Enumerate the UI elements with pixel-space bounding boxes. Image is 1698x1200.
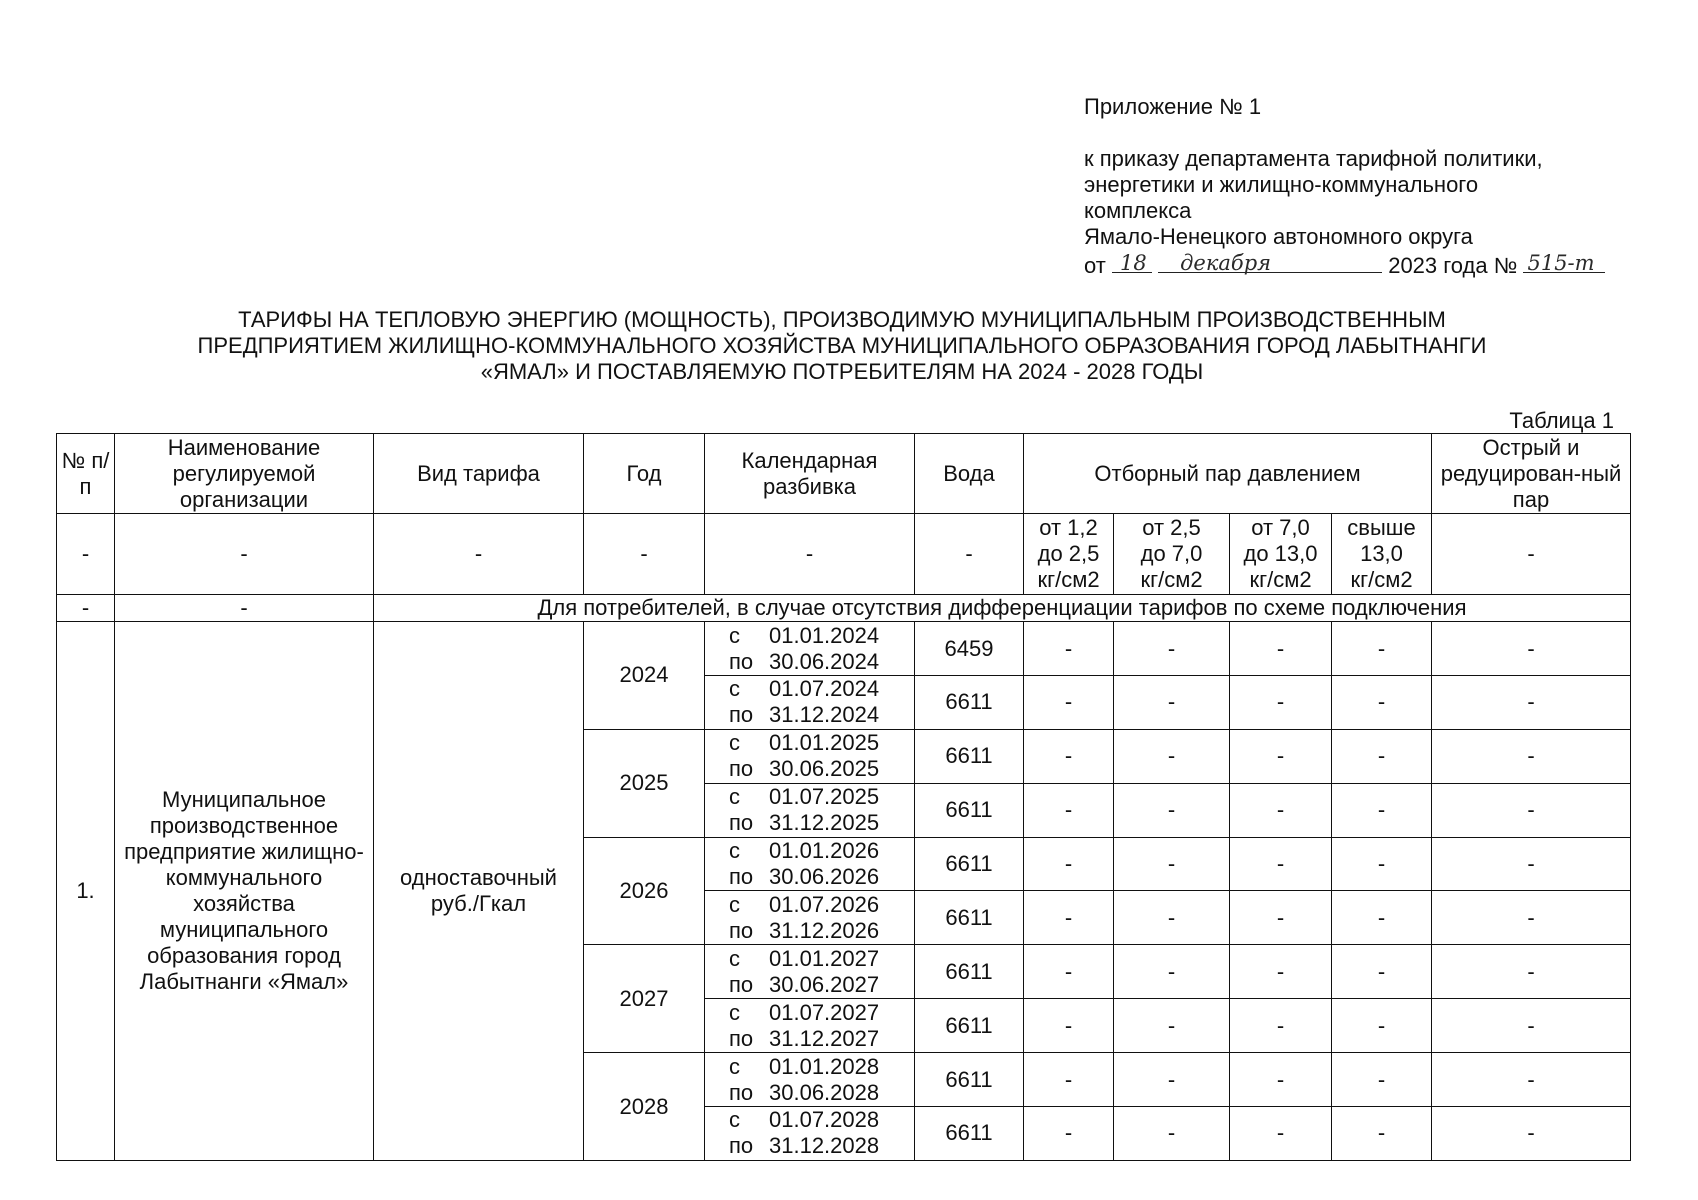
year-cell: 2025 (584, 729, 705, 837)
water-tariff: 6611 (915, 1053, 1024, 1107)
date-to: 31.12.2025 (769, 810, 880, 836)
appendix-line: энергетики и жилищно-коммунального (1084, 172, 1479, 197)
dash-cell: - (1332, 622, 1432, 676)
calendar-period (705, 999, 915, 1053)
header-org: Наименование регулируемой организации (115, 434, 374, 514)
subheader-row (57, 514, 1631, 594)
dash-cell: - (1432, 729, 1631, 783)
dash-cell: - (1024, 622, 1114, 676)
dash-cell: - (1432, 891, 1631, 945)
period-from (729, 946, 911, 972)
dash-cell: - (1432, 1106, 1631, 1160)
title-line: «ЯМАЛ» И ПОСТАВЛЯЕМУЮ ПОТРЕБИТЕЛЯМ НА 2024 - 2028 ГОДЫ (480, 359, 1204, 384)
header-year: Год (584, 434, 705, 514)
month-blank (1158, 250, 1382, 273)
dash-cell: - (1024, 891, 1114, 945)
period-to (729, 702, 911, 728)
note-row (57, 594, 1631, 621)
number-blank (1523, 250, 1605, 273)
title-line: ТАРИФЫ НА ТЕПЛОВУЮ ЭНЕРГИЮ (МОЩНОСТЬ), ПРОИЗВОДИМУЮ МУНИЦИПАЛЬНЫМ ПРОИЗВОДСТВЕННЫМ (238, 307, 1446, 332)
dash-cell: - (1114, 1106, 1230, 1160)
calendar-period (705, 783, 915, 837)
dash-cell: - (115, 594, 374, 621)
period-to (729, 864, 911, 890)
tariff-unit: руб./Гкал (430, 891, 527, 917)
period-to (729, 1026, 911, 1052)
prefix-to: по (729, 864, 754, 890)
dash-cell: - (1332, 1106, 1432, 1160)
period-from (729, 676, 911, 702)
handwritten-month: декабря (1180, 251, 1272, 275)
dash-cell: - (1024, 837, 1114, 891)
dash-cell: - (1332, 837, 1432, 891)
tariff-type-line: одноставочный (400, 865, 557, 891)
dash-cell: - (115, 514, 374, 594)
org-name: Муниципальное производственное предприятие жилищно-коммунального хозяйства муниципального образования город Лабытнанги «Ямал» (115, 622, 374, 1161)
header-steam: Отборный пар давлением (1024, 434, 1432, 514)
document-title (56, 307, 1628, 385)
prefix-from: с (729, 1107, 740, 1133)
pressure-col-1: от 1,2 до 2,5 кг/см2 (1024, 514, 1114, 594)
dash-cell: - (1432, 783, 1631, 837)
dash-cell: - (1432, 622, 1631, 676)
dash-cell: - (1432, 945, 1631, 999)
calendar-period (705, 675, 915, 729)
dash-cell: - (1332, 729, 1432, 783)
dash-cell: - (1230, 729, 1332, 783)
dash-cell: - (1024, 783, 1114, 837)
header-tariff-type: Вид тарифа (374, 434, 584, 514)
header-row (57, 434, 1631, 514)
dash-cell: - (1024, 1053, 1114, 1107)
dash-cell: - (705, 514, 915, 594)
dash-cell: - (1230, 891, 1332, 945)
date-to: 30.06.2026 (769, 864, 880, 890)
dash-cell: - (1332, 675, 1432, 729)
dash-cell: - (1114, 729, 1230, 783)
dash-cell: - (1024, 675, 1114, 729)
dash-cell: - (1432, 999, 1631, 1053)
dash-cell: - (1114, 837, 1230, 891)
period-to (729, 649, 911, 675)
dash-cell: - (1332, 1053, 1432, 1107)
title-line: ПРЕДПРИЯТИЕМ ЖИЛИЩНО-КОММУНАЛЬНОГО ХОЗЯЙСТВА МУНИЦИПАЛЬНОГО ОБРАЗОВАНИЯ ГОРОД ЛАБЫТНАНГИ (197, 333, 1487, 358)
dash-cell: - (915, 514, 1024, 594)
period-to (729, 918, 911, 944)
date-from: 01.01.2024 (769, 622, 880, 648)
date-from: 01.07.2025 (769, 784, 880, 810)
calendar-period (705, 945, 915, 999)
calendar-period (705, 622, 915, 676)
dash-cell: - (1230, 675, 1332, 729)
dash-cell: - (57, 514, 115, 594)
prefix-to: по (729, 1133, 754, 1159)
appendix-line: Ямало-Ненецкого автономного округа (1084, 224, 1473, 249)
tariff-table (56, 433, 1631, 1161)
dash-cell: - (1230, 999, 1332, 1053)
order-date-line (1084, 250, 1644, 279)
table-label: Таблица 1 (1509, 408, 1614, 433)
dash-cell: - (1114, 675, 1230, 729)
appendix-line: комплекса (1084, 198, 1192, 223)
year-cell: 2024 (584, 622, 705, 730)
date-to: 31.12.2027 (769, 1025, 880, 1051)
prefix-to: по (729, 756, 754, 782)
period-to (729, 756, 911, 782)
dash-cell: - (1432, 675, 1631, 729)
dash-cell: - (1332, 945, 1432, 999)
dash-cell: - (1024, 945, 1114, 999)
dash-cell: - (1024, 729, 1114, 783)
period-to (729, 1080, 911, 1106)
calendar-period (705, 891, 915, 945)
day-blank (1112, 250, 1152, 273)
header-water: Вода (915, 434, 1024, 514)
prefix-from: с (729, 676, 740, 702)
dash-cell: - (1332, 999, 1432, 1053)
water-tariff: 6611 (915, 837, 1024, 891)
dash-cell: - (374, 514, 584, 594)
tariff-type (374, 622, 584, 1161)
dash-cell: - (1432, 514, 1631, 594)
water-tariff: 6611 (915, 945, 1024, 999)
row-number: 1. (57, 622, 115, 1161)
appendix-block (1084, 94, 1644, 279)
date-from: 01.01.2025 (769, 730, 880, 756)
dash-cell: - (1114, 783, 1230, 837)
prefix-to: по (729, 971, 754, 997)
dash-cell: - (1114, 622, 1230, 676)
dash-cell: - (1332, 891, 1432, 945)
water-tariff: 6611 (915, 675, 1024, 729)
prefix-from: с (729, 891, 740, 917)
year-cell: 2028 (584, 1053, 705, 1161)
date-from: 01.07.2026 (769, 891, 880, 917)
dash-cell: - (1114, 999, 1230, 1053)
dash-cell: - (584, 514, 705, 594)
year-cell: 2027 (584, 945, 705, 1053)
prefix-from: с (729, 730, 740, 756)
dash-cell: - (1024, 999, 1114, 1053)
prefix-to: по (729, 702, 754, 728)
prefix-to: по (729, 648, 754, 674)
dash-cell: - (1230, 837, 1332, 891)
period-to (729, 972, 911, 998)
dash-cell: - (1114, 891, 1230, 945)
date-year-text: 2023 года № (1388, 253, 1518, 278)
prefix-from: с (729, 1053, 740, 1079)
prefix-from: с (729, 999, 740, 1025)
date-from: 01.01.2027 (769, 945, 880, 971)
prefix-to: по (729, 917, 754, 943)
date-to: 31.12.2028 (769, 1133, 880, 1159)
water-tariff: 6611 (915, 783, 1024, 837)
data-row (57, 622, 1631, 676)
handwritten-day: 18 (1119, 251, 1147, 275)
period-from (729, 838, 911, 864)
appendix-line: к приказу департамента тарифной политики, (1084, 146, 1543, 171)
date-from: 01.07.2027 (769, 999, 880, 1025)
prefix-from: с (729, 838, 740, 864)
water-tariff: 6611 (915, 999, 1024, 1053)
prefix-to: по (729, 1079, 754, 1105)
pressure-col-3: от 7,0 до 13,0 кг/см2 (1230, 514, 1332, 594)
date-prefix: от (1084, 253, 1106, 278)
year-cell: 2026 (584, 837, 705, 945)
calendar-period (705, 1106, 915, 1160)
pressure-col-4: свыше 13,0 кг/см2 (1332, 514, 1432, 594)
handwritten-order-number: 515-т (1527, 251, 1595, 275)
dash-cell: - (1230, 622, 1332, 676)
period-from (729, 892, 911, 918)
period-from (729, 730, 911, 756)
dash-cell: - (1024, 1106, 1114, 1160)
period-to (729, 1133, 911, 1159)
consumer-note: Для потребителей, в случае отсутствия дифференциации тарифов по схеме подключения (374, 594, 1631, 621)
dash-cell: - (1230, 1053, 1332, 1107)
appendix-title: Приложение № 1 (1084, 94, 1262, 119)
header-sharp-steam: Острый и редуцирован-ный пар (1432, 434, 1631, 514)
date-to: 31.12.2026 (769, 917, 880, 943)
date-from: 01.07.2028 (769, 1107, 880, 1133)
dash-cell: - (1432, 1053, 1631, 1107)
dash-cell: - (1432, 837, 1631, 891)
date-to: 30.06.2025 (769, 756, 880, 782)
date-to: 30.06.2028 (769, 1079, 880, 1105)
pressure-col-2: от 2,5 до 7,0 кг/см2 (1114, 514, 1230, 594)
period-from (729, 1107, 911, 1133)
dash-cell: - (57, 594, 115, 621)
period-from (729, 1054, 911, 1080)
dash-cell: - (1114, 1053, 1230, 1107)
prefix-from: с (729, 622, 740, 648)
dash-cell: - (1230, 1106, 1332, 1160)
dash-cell: - (1230, 945, 1332, 999)
date-from: 01.01.2026 (769, 838, 880, 864)
water-tariff: 6611 (915, 1106, 1024, 1160)
period-to (729, 810, 911, 836)
period-from (729, 1000, 911, 1026)
period-from (729, 784, 911, 810)
prefix-from: с (729, 945, 740, 971)
header-calendar: Календарная разбивка (705, 434, 915, 514)
date-to: 31.12.2024 (769, 702, 880, 728)
dash-cell: - (1230, 783, 1332, 837)
header-num: № п/п (57, 434, 115, 514)
dash-cell: - (1332, 783, 1432, 837)
period-from (729, 623, 911, 649)
prefix-from: с (729, 784, 740, 810)
water-tariff: 6611 (915, 729, 1024, 783)
calendar-period (705, 729, 915, 783)
prefix-to: по (729, 810, 754, 836)
dash-cell: - (1114, 945, 1230, 999)
date-from: 01.01.2028 (769, 1053, 880, 1079)
water-tariff: 6611 (915, 891, 1024, 945)
date-to: 30.06.2027 (769, 971, 880, 997)
water-tariff: 6459 (915, 622, 1024, 676)
calendar-period (705, 837, 915, 891)
date-to: 30.06.2024 (769, 648, 880, 674)
date-from: 01.07.2024 (769, 676, 880, 702)
calendar-period (705, 1053, 915, 1107)
prefix-to: по (729, 1025, 754, 1051)
